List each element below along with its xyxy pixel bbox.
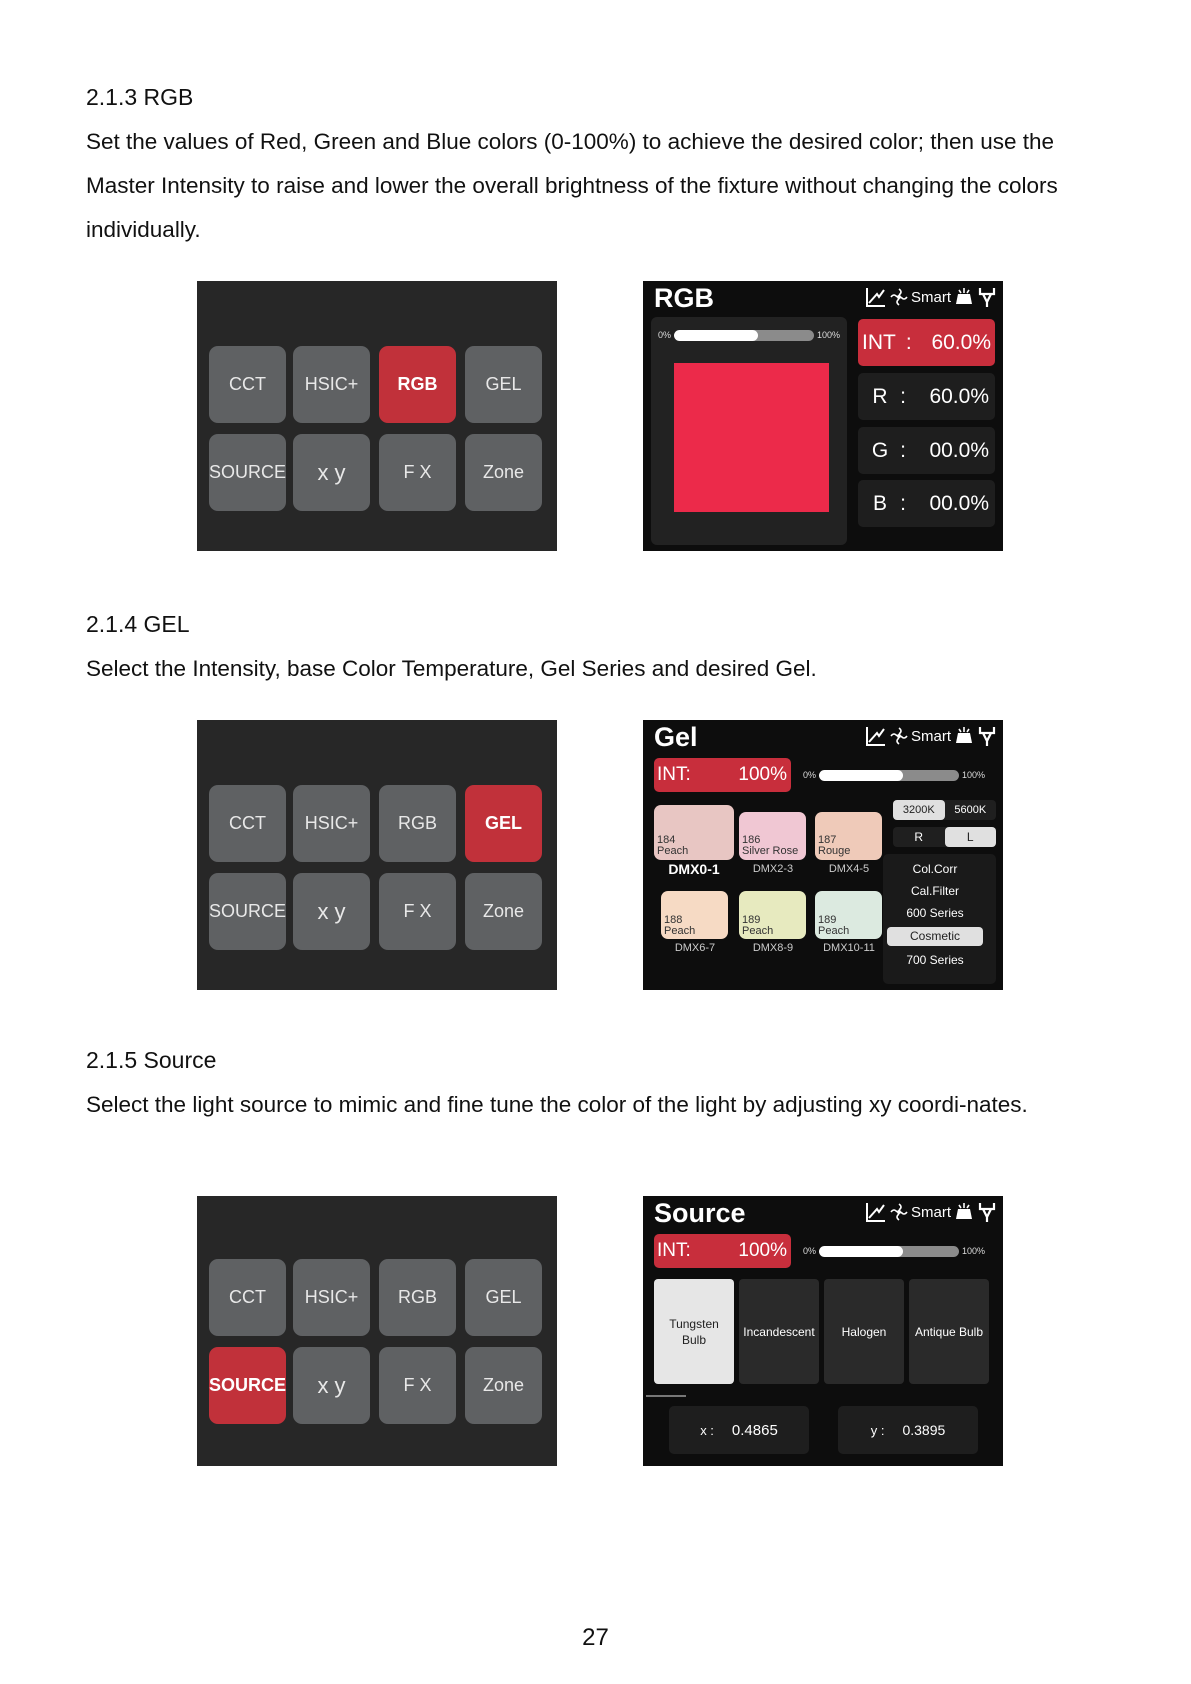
series-item-cosmetic[interactable]: Cosmetic: [887, 927, 983, 946]
green-sep: :: [900, 438, 906, 462]
power-icon: [977, 1201, 997, 1223]
x-coordinate-box[interactable]: [669, 1406, 809, 1454]
slider-min-label: 0%: [803, 770, 817, 780]
smart-label: Smart: [910, 727, 951, 745]
page-number: 27: [582, 1624, 609, 1651]
x-value: 0.4865: [731, 1421, 778, 1439]
lamp-icon: [954, 1201, 974, 1223]
smart-label: Smart: [910, 288, 951, 306]
mode-button-fx[interactable]: F X: [379, 1347, 456, 1424]
red-label: R: [872, 384, 888, 408]
cct-toggle[interactable]: [893, 800, 996, 820]
intensity-slider[interactable]: [658, 323, 848, 347]
rl-toggle[interactable]: [893, 827, 996, 847]
gel-dmx-label: DMX2-3: [752, 863, 794, 875]
mode-button-cct[interactable]: CCT: [209, 1259, 286, 1336]
series-item-col-corr[interactable]: Col.Corr: [912, 862, 958, 876]
gel-number: 189: [818, 914, 837, 926]
int-value: 60.0%: [931, 330, 991, 354]
source-tile-halogen[interactable]: Halogen: [824, 1279, 904, 1384]
fan-icon: [890, 727, 908, 745]
gel-tile[interactable]: [739, 891, 806, 939]
intensity-slider[interactable]: [803, 763, 998, 787]
slider-min-label: 0%: [803, 1246, 817, 1256]
series-item-cal-filter[interactable]: Cal.Filter: [910, 884, 959, 898]
gel-tile[interactable]: [661, 891, 728, 939]
mode-button-cct[interactable]: CCT: [209, 785, 286, 862]
mode-button-gel[interactable]: GEL: [465, 785, 542, 862]
graph-icon: [865, 286, 887, 308]
graph-icon: [865, 1201, 887, 1223]
l-option[interactable]: L: [945, 827, 997, 847]
slider-fill: [674, 330, 758, 341]
slider-max-label: 100%: [962, 770, 986, 780]
screen-title: RGB: [654, 283, 714, 313]
int-sep: :: [905, 330, 912, 354]
int-value: 100%: [738, 764, 787, 785]
mode-button-xy[interactable]: x y: [293, 434, 370, 511]
int-value-box[interactable]: [654, 758, 791, 792]
gel-number: 187: [818, 834, 837, 846]
slider-fill: [819, 1246, 903, 1257]
section-paragraph-gel: Select the Intensity, base Color Temperature, Gel Series and desired Gel.: [86, 656, 817, 681]
mode-button-rgb[interactable]: RGB: [379, 1259, 456, 1336]
mode-button-source[interactable]: SOURCE: [209, 434, 286, 511]
int-label: INT:: [657, 764, 691, 785]
slider-track: [819, 770, 959, 781]
mode-button-hsic[interactable]: HSIC+: [293, 346, 370, 423]
gel-number: 189: [742, 914, 761, 926]
gel-name: Silver Rose: [742, 845, 799, 857]
blue-value-row[interactable]: [858, 480, 995, 527]
mode-button-gel[interactable]: GEL: [465, 346, 542, 423]
gel-dmx-label: DMX10-11: [823, 942, 875, 954]
section-paragraph-rgb: Set the values of Red, Green and Blue colors (0-100%) to achieve the desired color; then use the Master Intensity to raise and lower the overall brightness of the fixture without changing the colors individually.: [86, 129, 1058, 242]
screen-title: Gel: [654, 722, 698, 752]
series-item-700[interactable]: 700 Series: [906, 953, 964, 967]
slider-max-label: 100%: [962, 1246, 986, 1256]
gel-number: 188: [664, 914, 683, 926]
red-value-row[interactable]: [858, 373, 995, 420]
mode-button-source[interactable]: SOURCE: [209, 1347, 286, 1424]
mode-button-fx[interactable]: F X: [379, 434, 456, 511]
y-label: y :: [870, 1422, 885, 1438]
lamp-icon: [954, 286, 974, 308]
mode-button-zone[interactable]: Zone: [465, 434, 542, 511]
section-heading-gel: 2.1.4 GEL: [86, 611, 190, 637]
gel-name: Rouge: [818, 845, 851, 857]
gel-dmx-label: DMX4-5: [828, 863, 870, 875]
screen-title: Source: [654, 1198, 746, 1228]
rgb-color-swatch: [674, 363, 829, 512]
blue-label: B: [872, 491, 887, 515]
power-icon: [977, 725, 997, 747]
slider-track: [674, 330, 814, 341]
int-value: 100%: [738, 1240, 787, 1261]
intensity-slider[interactable]: [803, 1239, 998, 1263]
slider-fill: [819, 770, 903, 781]
smart-label: Smart: [910, 1203, 951, 1221]
section-heading-rgb: 2.1.3 RGB: [86, 84, 194, 110]
mode-panel-rgb: [197, 281, 557, 551]
gel-dmx-label: DMX0-1: [668, 861, 720, 877]
blue-sep: :: [900, 491, 906, 515]
fan-icon: [890, 288, 908, 306]
source-tile-incandescent[interactable]: Incandescent: [739, 1279, 819, 1384]
slider-track: [819, 1246, 959, 1257]
graph-icon: [865, 725, 887, 747]
mode-button-gel[interactable]: GEL: [465, 1259, 542, 1336]
section-heading-source: 2.1.5 Source: [86, 1047, 217, 1073]
mode-button-rgb[interactable]: RGB: [379, 785, 456, 862]
mode-button-fx[interactable]: F X: [379, 873, 456, 950]
source-tile-antique[interactable]: Antique Bulb: [909, 1279, 989, 1384]
source-screen: [643, 1196, 1003, 1466]
gel-name: Peach: [818, 925, 850, 937]
gel-tile[interactable]: [815, 812, 882, 860]
mode-button-source[interactable]: SOURCE: [209, 873, 286, 950]
power-icon: [977, 286, 997, 308]
gel-number: 184: [657, 834, 676, 846]
gel-tile[interactable]: [815, 891, 882, 939]
int-value-box[interactable]: [654, 1234, 791, 1268]
lamp-icon: [954, 725, 974, 747]
int-value-box[interactable]: [858, 319, 995, 366]
fan-icon: [890, 1203, 908, 1221]
green-value: 00.0%: [929, 438, 989, 462]
mode-button-rgb[interactable]: RGB: [379, 346, 456, 423]
r-option[interactable]: R: [914, 830, 924, 844]
green-label: G: [871, 438, 889, 462]
blue-value: 00.0%: [929, 491, 989, 515]
slider-min-label: 0%: [658, 330, 672, 340]
gel-name: Peach: [664, 925, 696, 937]
gel-screen: [643, 720, 1003, 990]
gel-name: Peach: [742, 925, 774, 937]
gel-tile[interactable]: [739, 812, 806, 860]
mode-panel-source: [197, 1196, 557, 1466]
status-icons: [865, 725, 997, 747]
gel-number: 186: [742, 834, 761, 846]
mode-panel-gel: [197, 720, 557, 990]
cct-3200k-option[interactable]: 3200K: [893, 800, 945, 820]
gel-tile[interactable]: [654, 805, 734, 860]
mode-button-hsic[interactable]: HSIC+: [293, 1259, 370, 1336]
section-paragraph-source: Select the light source to mimic and fine tune the color of the light by adjusting xy coordi-nates.: [86, 1092, 1028, 1117]
int-label: INT:: [657, 1240, 691, 1261]
mode-button-zone[interactable]: Zone: [465, 873, 542, 950]
slider-max-label: 100%: [817, 330, 841, 340]
cct-5600k-option[interactable]: 5600K: [954, 804, 987, 816]
red-value: 60.0%: [929, 384, 989, 408]
source-tile-tungsten[interactable]: Tungsten Bulb: [654, 1279, 734, 1384]
mode-button-xy[interactable]: x y: [293, 873, 370, 950]
mode-button-xy[interactable]: x y: [293, 1347, 370, 1424]
y-value: 0.3895: [902, 1422, 946, 1438]
x-label: x :: [700, 1422, 714, 1438]
status-icons: [865, 1201, 997, 1223]
mode-button-hsic[interactable]: HSIC+: [293, 785, 370, 862]
gel-dmx-label: DMX8-9: [752, 942, 794, 954]
gel-dmx-label: DMX6-7: [674, 942, 716, 954]
rgb-screen: [643, 281, 1003, 551]
scroll-indicator: [646, 1395, 686, 1397]
mode-button-zone[interactable]: Zone: [465, 1347, 542, 1424]
mode-button-cct[interactable]: CCT: [209, 346, 286, 423]
int-label: INT: [862, 330, 896, 354]
y-coordinate-box[interactable]: [838, 1406, 978, 1454]
series-item-600[interactable]: 600 Series: [906, 906, 964, 920]
green-value-row[interactable]: [858, 427, 995, 474]
status-icons: [865, 286, 997, 308]
gel-name: Peach: [657, 845, 689, 857]
red-sep: :: [900, 384, 906, 408]
